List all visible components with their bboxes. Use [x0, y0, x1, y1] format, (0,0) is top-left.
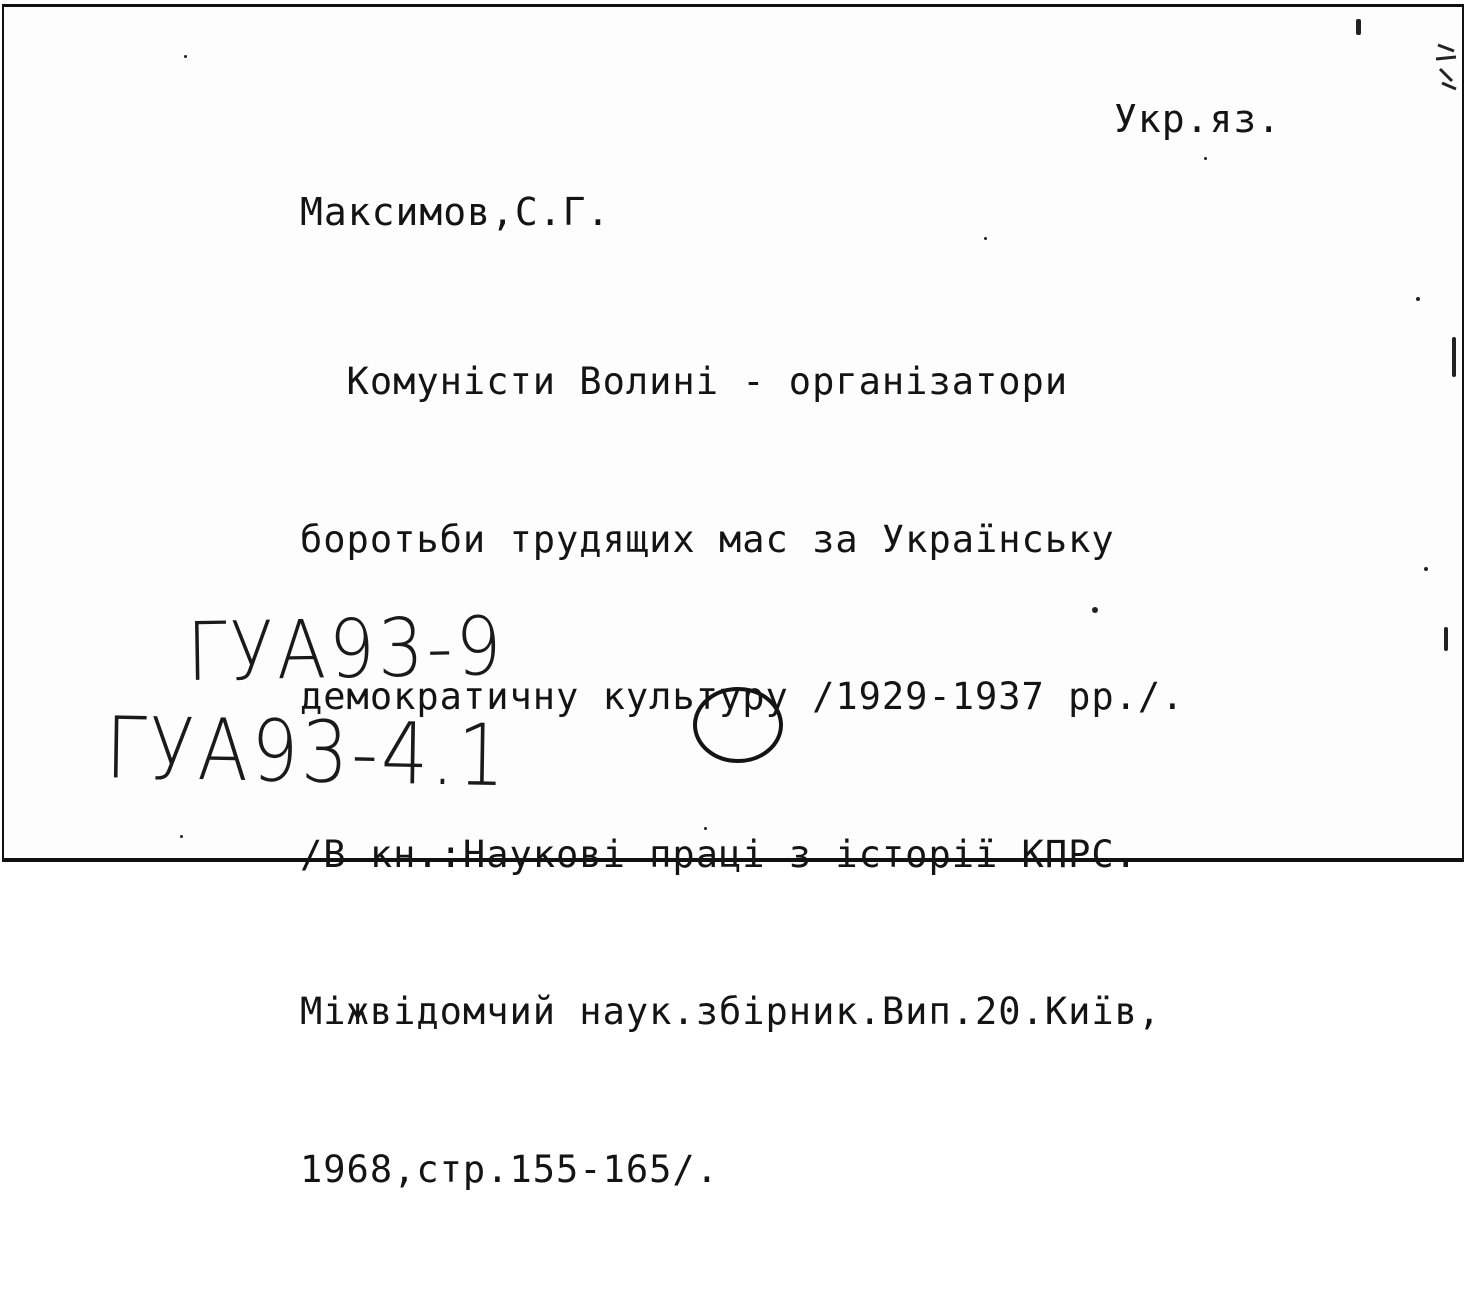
speck	[1424, 567, 1428, 571]
speck	[984, 237, 987, 240]
speck	[1204, 157, 1207, 160]
handwritten-shelf-mark: ГУА93-4.1	[104, 699, 509, 806]
punch-hole-circle	[692, 683, 784, 765]
entry-line: боротьби трудящих мас за Українську	[300, 517, 1115, 561]
handwritten-shelf-mark: ГУА93-9	[186, 598, 506, 700]
entry-line: /В кн.:Наукові праці з історії КПРС.	[300, 832, 1138, 876]
speck	[1452, 337, 1456, 377]
entry-line: Комуністи Волині - організатори	[300, 360, 1069, 403]
speck	[184, 55, 187, 58]
author-name: Максимов,С.Г.	[300, 190, 611, 234]
speck	[1356, 19, 1361, 35]
speck	[1092, 607, 1098, 613]
speck	[1444, 627, 1448, 651]
speck	[180, 835, 183, 838]
language-tag: Укр.яз.	[1114, 97, 1282, 141]
entry-line: демократичну культуру /1929-1937 рр./.	[300, 675, 1185, 718]
entry-line: 1968,стр.155-165/.	[300, 1147, 719, 1191]
speck	[704, 827, 707, 830]
speck	[1416, 297, 1420, 301]
edge-mark	[1432, 37, 1460, 97]
catalog-card	[2, 4, 1464, 1191]
entry-line: Міжвідомчий наук.збірник.Вип.20.Київ,	[300, 990, 1162, 1033]
